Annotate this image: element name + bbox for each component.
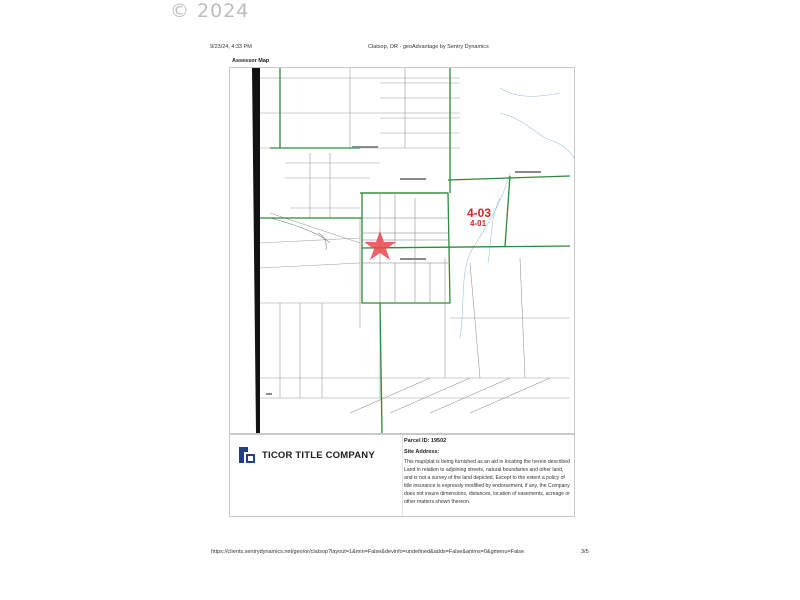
section-title: Assessor Map [232, 58, 270, 64]
copyright-watermark: © 2024 [170, 0, 250, 22]
map-left-edge [252, 68, 260, 433]
company-name: TICOR TITLE COMPANY [262, 449, 375, 461]
assessor-map [229, 67, 575, 434]
print-header-title: Clatsop, OR - geoAdvantage by Sentry Dynamics [368, 44, 489, 50]
legend-divider [402, 435, 403, 516]
site-address-label: Site Address: [404, 449, 440, 455]
ticor-branding [236, 443, 396, 467]
parcel-id: Parcel ID: 19502 [404, 438, 447, 444]
print-datetime: 9/23/24, 4:33 PM [210, 44, 252, 50]
footer-page-number: 3/5 [581, 549, 589, 555]
assessor-map-svg [230, 68, 574, 433]
ticor-logo-icon [236, 444, 258, 466]
map-label-main: 4-03 [467, 206, 492, 220]
footer-url: https://clients.sentrydynamics.net/geo/or/clatsop?layout=1&min=False&devinfo=undefined&adds=False&anims=0&gmenu=False [211, 549, 525, 555]
map-legend-panel [229, 434, 575, 517]
tiny-map-text [266, 146, 541, 395]
disclaimer-text: This map/plat is being furnished as an aid in locating the herein described Land in relation to adjoining streets, natural boundaries and other land, and is not a survey of the land depicted. Except to the extent a policy of title insurance is expressly modified by endorsement, if any, the Company does not insure dimensions, distances, location of easements, acreage or other matters shown thereon. [404, 459, 570, 505]
map-label-sub: 4-01 [470, 219, 487, 228]
